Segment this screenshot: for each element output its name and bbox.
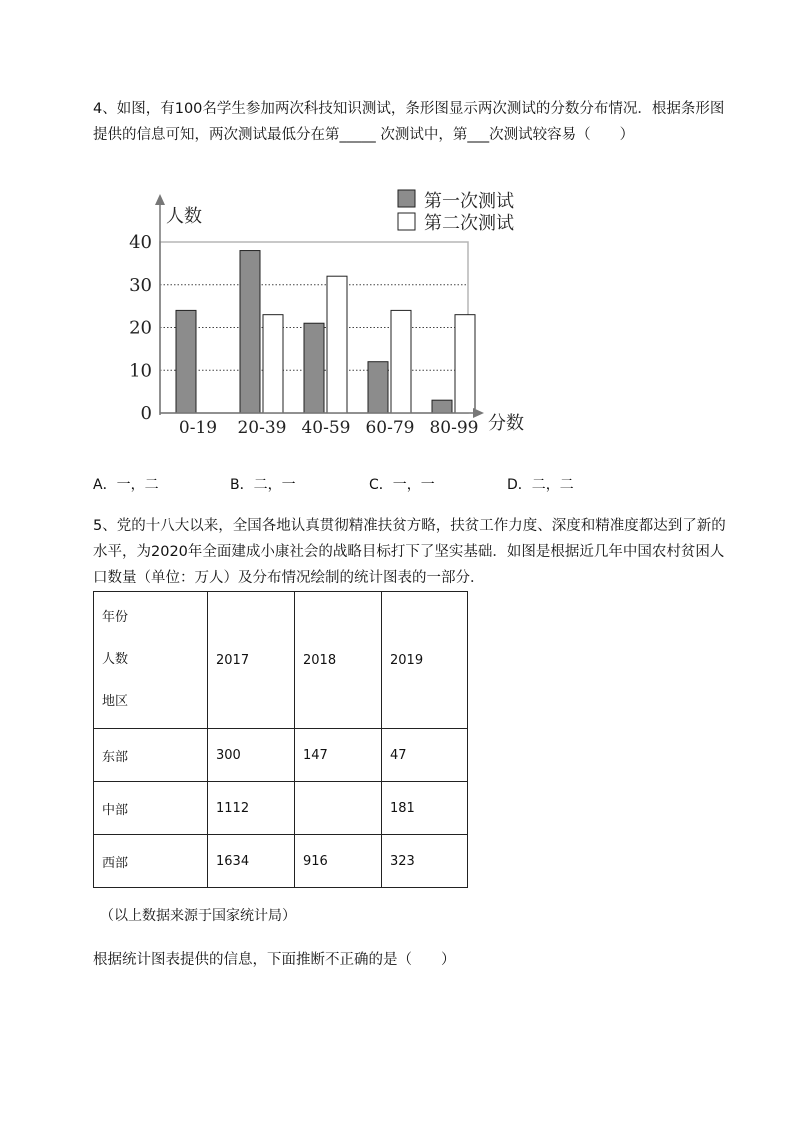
bar-second-test (455, 315, 475, 413)
x-tick-labels (179, 418, 479, 438)
y-tick-label: 0 (140, 403, 152, 424)
x-tick-label: 80-99 (429, 418, 479, 438)
header-label-year: 年份 (102, 610, 129, 625)
x-axis-arrow (473, 408, 484, 418)
bar-second-test (391, 310, 411, 413)
question-4 (93, 96, 743, 148)
header-diagonal-cell (94, 592, 208, 729)
value-cell: 1634 (208, 835, 295, 888)
table-row (94, 782, 468, 835)
value-cell (295, 782, 382, 835)
option-c[interactable]: C．一，一 (369, 477, 435, 493)
option-a[interactable]: A．一，二 (93, 477, 159, 493)
data-source-note: （以上数据来源于国家统计局） (100, 908, 296, 924)
question-5-line-1: 5、党的十八大以来，全国各地认真贯彻精准扶贫方略，扶贫工作力度、深度和精准度都达到了新的 (93, 518, 726, 534)
value-cell: 1112 (208, 782, 295, 835)
score-bar-chart (118, 180, 538, 450)
y-tick-label: 10 (129, 360, 152, 382)
poverty-table (93, 591, 468, 888)
bar-first-test (432, 400, 452, 413)
bar-first-test (176, 310, 196, 413)
question-5 (93, 513, 743, 591)
bar-second-test (327, 276, 347, 413)
question-4-options (93, 474, 743, 498)
x-tick-label: 60-79 (365, 418, 415, 438)
legend-swatch-first-test (398, 190, 415, 207)
x-tick-label: 0-19 (178, 418, 218, 438)
region-cell: 中部 (94, 782, 208, 835)
header-year-2017: 2017 (208, 592, 295, 729)
question-4-line-1: 4、如图，有100名学生参加两次科技知识测试，条形图显示两次测试的分数分布情况．根据条形图 (93, 101, 725, 117)
bar-second-test (263, 315, 283, 413)
value-cell: 181 (382, 782, 468, 835)
legend-swatch-second-test (398, 213, 415, 230)
question-5-line-3: 口数量（单位：万人）及分布情况绘制的统计图表的一部分． (93, 570, 485, 586)
header-label-region: 地区 (102, 694, 129, 709)
y-axis-arrow (155, 194, 165, 205)
bar-first-test (368, 362, 388, 413)
table-row (94, 835, 468, 888)
header-year-2019: 2019 (382, 592, 468, 729)
chart-legend (398, 190, 514, 234)
y-tick-labels (129, 232, 152, 424)
table-header-row (94, 592, 468, 729)
x-tick-label: 20-39 (237, 418, 287, 438)
value-cell: 916 (295, 835, 382, 888)
table-row (94, 729, 468, 782)
value-cell: 323 (382, 835, 468, 888)
option-b[interactable]: B．二，一 (230, 477, 296, 493)
value-cell: 300 (208, 729, 295, 782)
x-tick-label: 40-59 (301, 418, 351, 438)
value-cell: 47 (382, 729, 468, 782)
x-axis-label: 分数 (488, 413, 524, 434)
question-4-line-2: 提供的信息可知，两次测试最低分在第_____ 次测试中，第___次测试较容易（ ） (93, 127, 635, 143)
y-axis-label: 人数 (166, 206, 202, 227)
legend-label-first-test: 第一次测试 (424, 191, 514, 212)
bar-first-test (240, 251, 260, 413)
final-question: 根据统计图表提供的信息，下面推断不正确的是（ ） (93, 952, 456, 968)
y-tick-label: 30 (129, 274, 152, 296)
y-tick-label: 40 (129, 232, 152, 253)
option-d[interactable]: D．二，二 (507, 477, 574, 493)
header-label-count: 人数 (102, 652, 129, 667)
region-cell: 西部 (94, 835, 208, 888)
header-year-2018: 2018 (295, 592, 382, 729)
chart-bars (176, 251, 475, 413)
y-tick-label: 20 (129, 317, 152, 339)
bar-first-test (304, 323, 324, 413)
region-cell: 东部 (94, 729, 208, 782)
legend-label-second-test: 第二次测试 (424, 213, 514, 234)
value-cell: 147 (295, 729, 382, 782)
question-5-line-2: 水平，为2020年全面建成小康社会的战略目标打下了坚实基础．如图是根据近几年中国农村贫困人 (93, 544, 725, 560)
